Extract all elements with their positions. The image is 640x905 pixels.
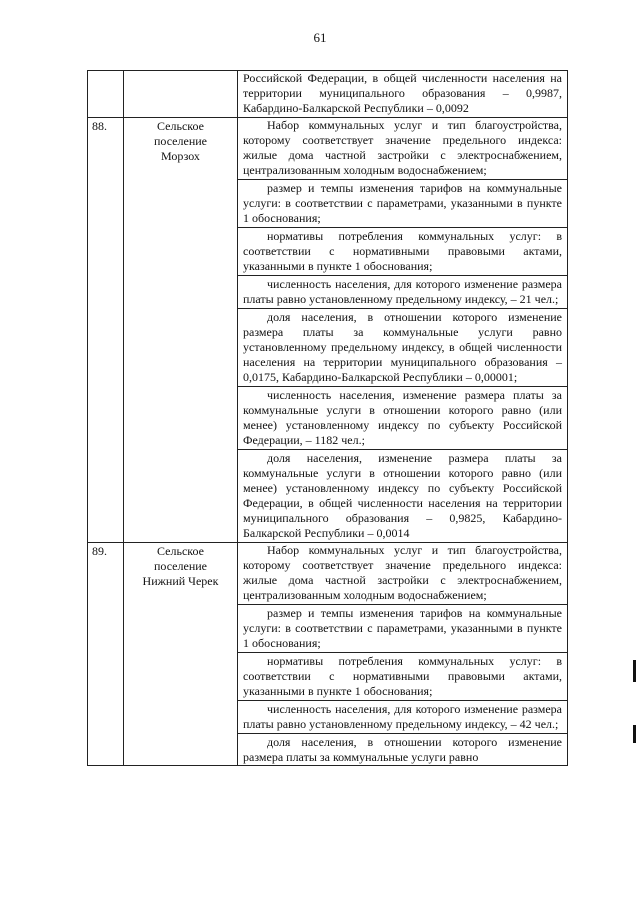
name-line: Сельское (157, 119, 204, 133)
settlement-name (124, 118, 238, 543)
paragraph: Российской Федерации, в общей численности населения на территории муниципального образования – 0,9987, Кабардино-Балкарской Республики – 0,0092 (243, 71, 562, 115)
row-number (88, 71, 124, 118)
paragraph: доля населения, изменение размера платы за коммунальные услуги в отношении которого равно (или менее) установленному индексу по субъекту Российской Федерации, в общей численности населения на территории муниципального образования – 0,9825, Кабардино-Балкарской Республики – 0,0014 (238, 449, 567, 542)
name-line: Сельское (157, 544, 204, 558)
table-row (88, 543, 568, 766)
paragraph: размер и темпы изменения тарифов на коммунальные услуги: в соответствии с параметрами, указанными в пункте 1 обоснования; (238, 179, 567, 227)
page-number: 61 (313, 30, 327, 45)
name-line: поселение (153, 134, 207, 148)
name-line: Морзох (161, 149, 200, 163)
paragraph: Набор коммунальных услуг и тип благоустройства, которому соответствует значение предельного индекса: жилые дома частной застройки с электроснабжением, централизованным холодным водоснабжением; (243, 118, 562, 177)
paragraph: доля населения, в отношении которого изменение размера платы за коммунальные услуги равно установленному предельному индексу, в общей численности населения на территории муниципального образования – 0,0175, Кабардино-Балкарской Республики – 0,00001; (238, 308, 567, 386)
data-table (87, 70, 568, 766)
settlement-name (124, 71, 238, 118)
paragraph: доля населения, в отношении которого изменение размера платы за коммунальные услуги равно (238, 733, 567, 765)
paragraph: численность населения, для которого изменение размера платы равно установленному предельному индексу, – 21 чел.; (238, 275, 567, 308)
paragraph: нормативы потребления коммунальных услуг: в соответствии с нормативными правовыми актами, указанными в пункте 1 обоснования; (238, 652, 567, 700)
paragraph: Набор коммунальных услуг и тип благоустройства, которому соответствует значение предельного индекса: жилые дома частной застройки с электроснабжением, централизованным холодным водоснабжением; (243, 543, 562, 602)
paragraph: численность населения, изменение размера платы за коммунальные услуги в отношении которого равно (или менее) установленному индексу по субъекту Российской Федерации, – 1182 чел.; (238, 386, 567, 449)
scan-mark (633, 660, 636, 682)
description-cell (238, 118, 568, 543)
paragraph: нормативы потребления коммунальных услуг: в соответствии с нормативными правовыми актами, указанными в пункте 1 обоснования; (238, 227, 567, 275)
row-number: 88. (88, 118, 124, 543)
paragraph: численность населения, для которого изменение размера платы равно установленному предельному индексу, – 42 чел.; (238, 700, 567, 733)
table-row (88, 118, 568, 543)
paragraph: размер и темпы изменения тарифов на коммунальные услуги: в соответствии с параметрами, указанными в пункте 1 обоснования; (238, 604, 567, 652)
settlement-name (124, 543, 238, 766)
description-cell (238, 71, 568, 118)
table-row (88, 71, 568, 118)
description-cell (238, 543, 568, 766)
name-line: поселение (153, 559, 207, 573)
row-number: 89. (88, 543, 124, 766)
name-line: Нижний Черек (142, 574, 219, 588)
scan-mark (633, 725, 636, 743)
